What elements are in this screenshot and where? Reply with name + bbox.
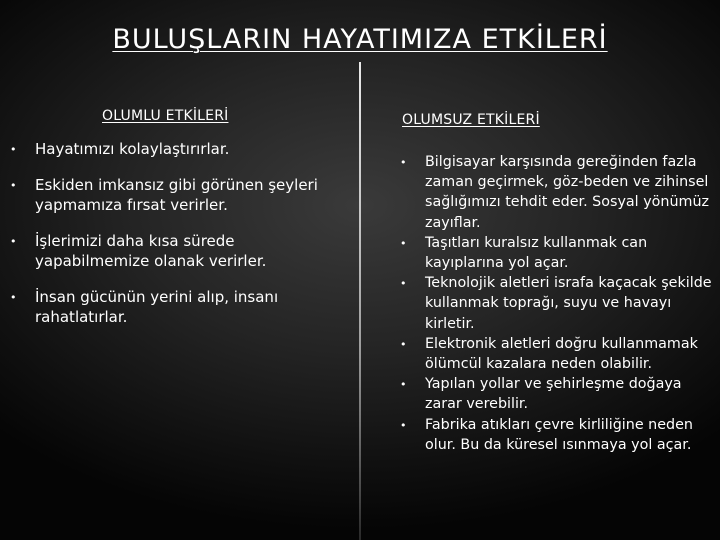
bullet-icon: • xyxy=(400,378,407,392)
bullet-icon: • xyxy=(400,418,407,432)
bullet-icon: • xyxy=(400,277,407,291)
bullet-icon: • xyxy=(400,236,407,250)
list-item xyxy=(400,233,712,273)
list-item xyxy=(400,374,712,414)
list-item-text: İnsan gücünün yerini alıp, insanı rahatlatırlar. xyxy=(35,288,279,326)
bullet-icon: • xyxy=(400,337,407,351)
list-item xyxy=(400,334,712,374)
slide-title: BULUŞLARIN HAYATIMIZA ETKİLERİ xyxy=(112,24,608,55)
list-item xyxy=(10,175,345,215)
list-item-text: Bilgisayar karşısında gereğinden fazla zaman geçirmek, göz-beden ve zihinsel sağlığımızı tehdit eder. Sosyal yönümüz zayıflar. xyxy=(425,154,710,231)
list-item xyxy=(10,139,345,159)
positive-effects-heading: OLUMLU ETKİLERİ xyxy=(102,108,229,124)
positive-effects-list xyxy=(10,139,345,343)
bullet-icon: • xyxy=(10,143,17,156)
list-item xyxy=(10,287,345,327)
bullet-icon: • xyxy=(400,156,407,169)
bullet-icon: • xyxy=(10,291,17,304)
list-item xyxy=(400,152,712,233)
negative-effects-list xyxy=(400,152,712,455)
list-item-text: İşlerimizi daha kısa sürede yapabilmemize olanak verirler. xyxy=(35,232,267,270)
list-item-text: Taşıtları kuralsız kullanmak can kayıplarına yol açar. xyxy=(425,234,648,272)
list-item-text: Yapılan yollar ve şehirleşme doğaya zarar verebilir. xyxy=(425,376,682,413)
column-divider xyxy=(359,62,361,540)
list-item-text: Elektronik aletleri doğru kullanmamak ölümcül kazalara neden olabilir. xyxy=(425,335,698,373)
list-item xyxy=(400,273,712,334)
bullet-icon: • xyxy=(10,179,17,192)
list-item-text: Eskiden imkansız gibi görünen şeyleri yapmamıza fırsat verirler. xyxy=(35,176,318,214)
list-item xyxy=(400,415,712,455)
bullet-icon: • xyxy=(10,235,17,248)
list-item-text: Teknolojik aletleri israfa kaçacak şekilde kullanmak toprağı, suyu ve havayı kirletir. xyxy=(425,275,712,332)
list-item-text: Fabrika atıkları çevre kirliliğine neden olur. Bu da küresel ısınmaya yol açar. xyxy=(425,416,693,453)
list-item-text: Hayatımızı kolaylaştırırlar. xyxy=(35,140,230,158)
negative-effects-heading: OLUMSUZ ETKİLERİ xyxy=(402,112,540,128)
list-item xyxy=(10,231,345,271)
